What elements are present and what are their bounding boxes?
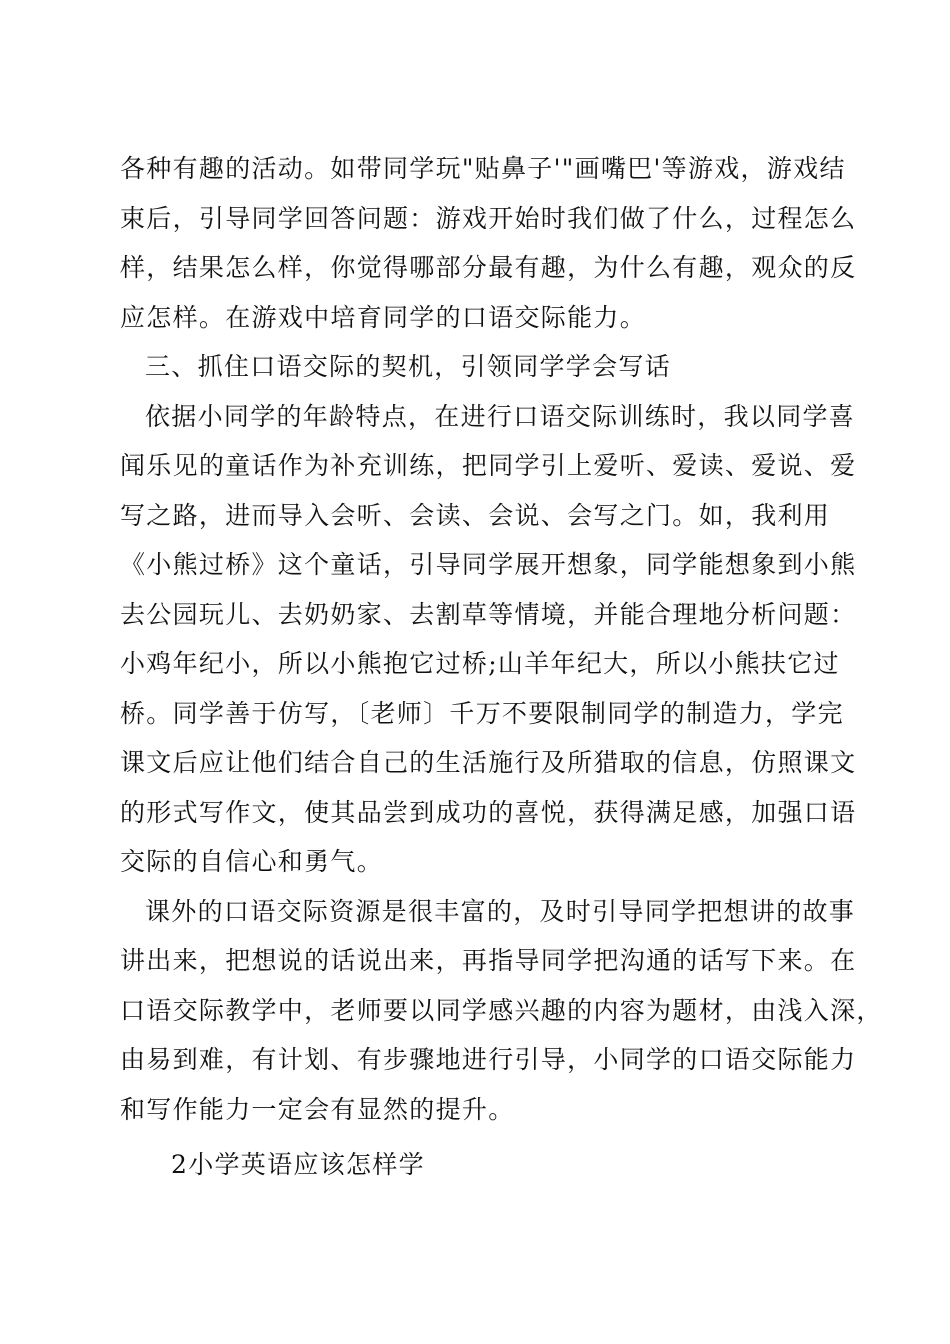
paragraph-line: 的形式写作文，使其品尝到成功的喜悦，获得满足感，加强口语 — [120, 798, 857, 827]
paragraph-line: 去公园玩儿、去奶奶家、去割草等情境，并能合理地分析问题： — [120, 600, 857, 629]
paragraph-line: 课文后应让他们结合自己的生活施行及所猎取的信息，仿照课文 — [120, 748, 857, 777]
section-heading: 2小学英语应该怎样学 — [171, 1150, 425, 1179]
paragraph-line: 和写作能力一定会有显然的提升。 — [120, 1095, 515, 1124]
paragraph-line: 写之路，进而导入会听、会读、会说、会写之门。如，我利用 — [120, 501, 831, 530]
paragraph-line: 小鸡年纪小，所以小熊抱它过桥;山羊年纪大，所以小熊扶它过 — [120, 649, 840, 678]
paragraph-line: 桥。同学善于仿写，〔老师〕千万不要限制同学的制造力，学完 — [120, 699, 844, 728]
paragraph-line: 口语交际教学中，老师要以同学感兴趣的内容为题材，由浅入深， — [120, 996, 883, 1025]
paragraph-line: 样，结果怎么样，你觉得哪部分最有趣，为什么有趣，观众的反 — [120, 253, 857, 282]
paragraph-line: 课外的口语交际资源是很丰富的，及时引导同学把想讲的故事 — [145, 897, 856, 926]
paragraph-line: 闻乐见的童话作为补充训练，把同学引上爱听、爱读、爱说、爱 — [120, 451, 857, 480]
paragraph-line: 《小熊过桥》这个童话，引导同学展开想象，同学能想象到小熊 — [120, 550, 857, 579]
section-heading: 三、抓住口语交际的契机，引领同学学会写话 — [145, 352, 672, 381]
paragraph-line: 应怎样。在游戏中培育同学的口语交际能力。 — [120, 303, 647, 332]
paragraph-line: 讲出来，把想说的话说出来，再指导同学把沟通的话写下来。在 — [120, 946, 857, 975]
paragraph-line: 束后，引导同学回答问题：游戏开始时我们做了什么，过程怎么 — [120, 204, 857, 233]
paragraph-line: 由易到难，有计划、有步骤地进行引导，小同学的口语交际能力 — [120, 1045, 857, 1074]
paragraph-line: 交际的自信心和勇气。 — [120, 847, 384, 876]
paragraph-line: 依据小同学的年龄特点，在进行口语交际训练时，我以同学喜 — [145, 402, 856, 431]
paragraph-line: 各种有趣的活动。如带同学玩"贴鼻子'"画嘴巴'等游戏，游戏结 — [120, 154, 846, 183]
